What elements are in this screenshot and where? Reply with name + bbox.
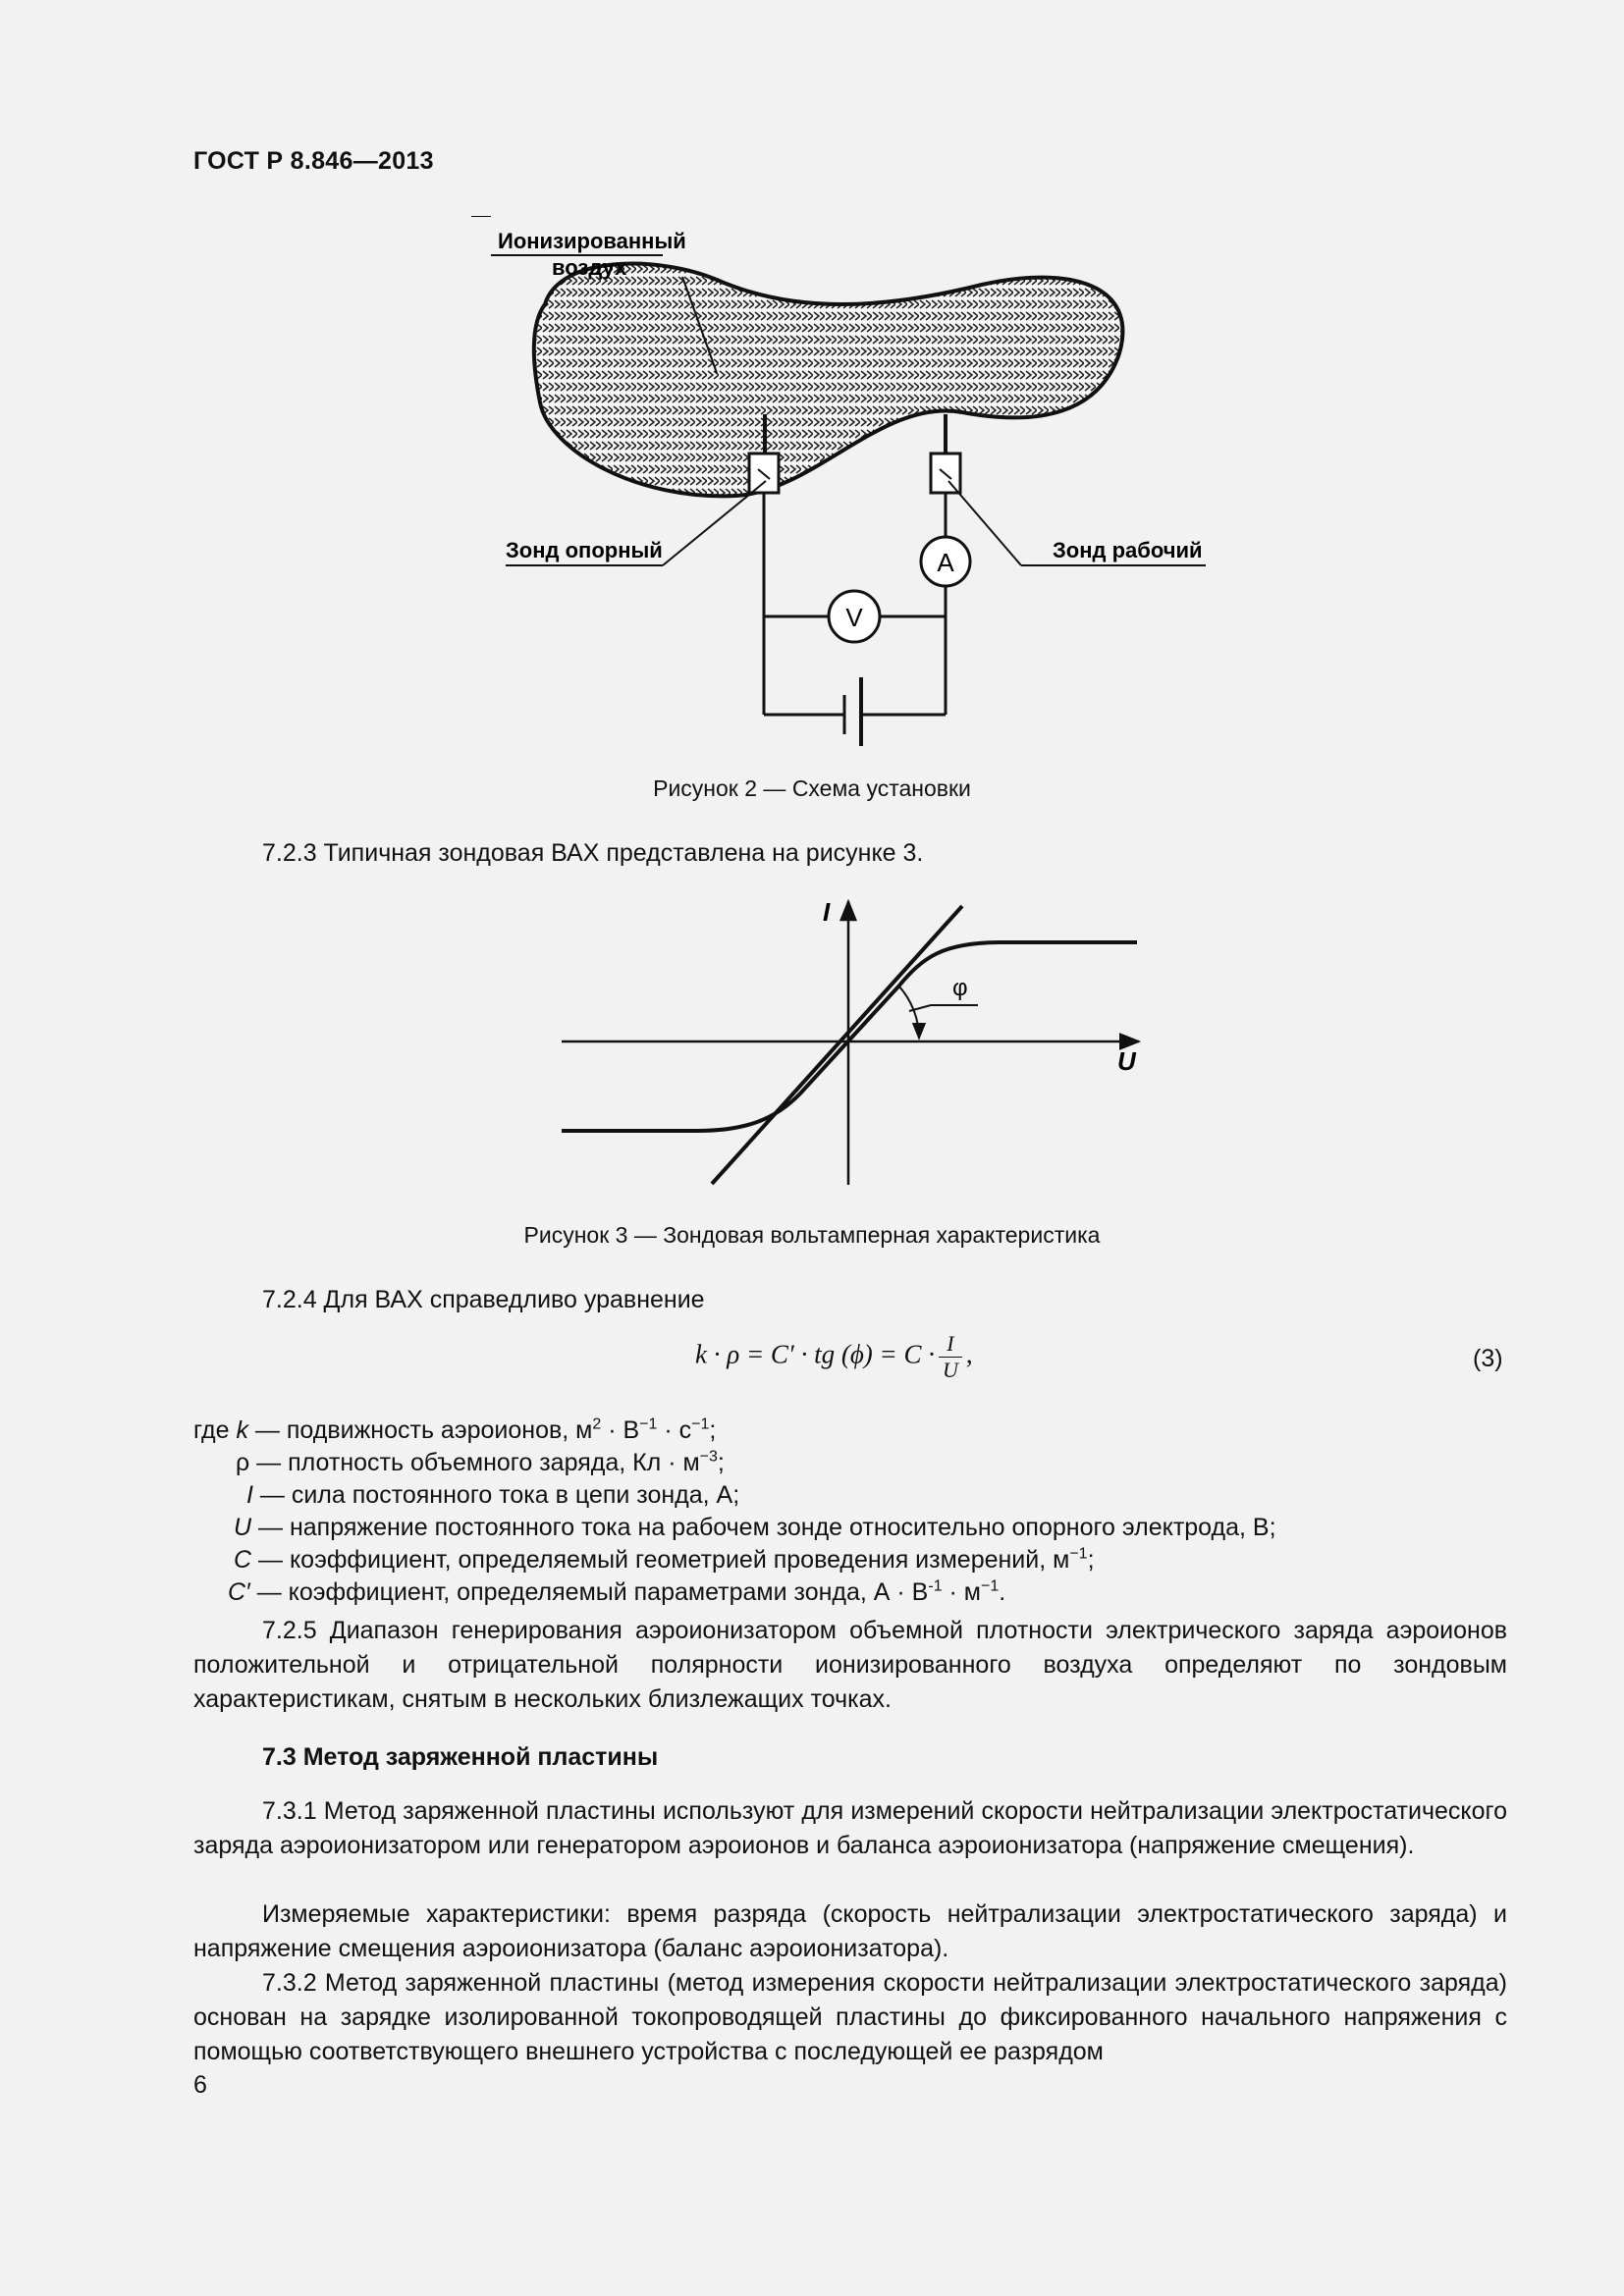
symbol-k: k <box>236 1416 248 1444</box>
definition-u-text: — напряжение постоянного тока на рабочем зонде относительно опорного электрода, В; <box>251 1514 1276 1541</box>
punct: ; <box>717 1449 725 1476</box>
definition-c-text: — коэффициент, определяемый геометрией проведения измерений, м <box>251 1546 1070 1574</box>
figure-3-caption: Рисунок 3 — Зондовая вольтамперная характеристика <box>523 1222 1101 1248</box>
power: −1 <box>981 1577 1000 1595</box>
power: −1 <box>1069 1545 1088 1563</box>
page-number: 6 <box>193 2071 207 2099</box>
definition-rho <box>236 1449 725 1477</box>
axis-i-label: I <box>823 897 831 927</box>
label-working-probe: Зонд рабочий <box>1053 538 1203 562</box>
symbol-i: I <box>246 1481 253 1509</box>
formula-left: k · ρ = C′ · tg (ϕ) = C · <box>695 1339 936 1369</box>
punct: ; <box>709 1416 717 1444</box>
unit-part: · В <box>601 1416 640 1444</box>
tangent-line <box>712 906 962 1184</box>
definition-k <box>193 1416 716 1445</box>
definition-c <box>234 1546 1095 1575</box>
definition-rho-text: — плотность объемного заряда, Кл · м <box>249 1449 700 1476</box>
power: −1 <box>691 1415 710 1433</box>
definition-i-text: — сила постоянного тока в цепи зонда, А; <box>252 1481 740 1509</box>
ammeter-label: A <box>937 548 954 577</box>
unit-part: · м <box>942 1578 981 1606</box>
formula-tail: , <box>965 1339 973 1369</box>
figure-2-caption: Рисунок 2 — Схема установки <box>653 775 971 801</box>
unit-part: · с <box>657 1416 692 1444</box>
power: -1 <box>928 1577 943 1595</box>
formula-numerator: I <box>939 1331 962 1358</box>
ionized-air-cloud <box>534 264 1123 497</box>
power: −3 <box>699 1448 718 1466</box>
label-reference-probe: Зонд опорный <box>506 538 663 562</box>
paragraph-7-3-1-b: Измеряемые характеристики: время разряда (скорость нейтрализации электростатического заряда) и напряжение смещения аэроионизатора (баланс аэроионизатора). <box>193 1900 1507 1962</box>
figure-3-iv-curve <box>550 883 1159 1198</box>
definition-c-prime <box>228 1578 1005 1607</box>
formula-denominator: U <box>943 1358 958 1382</box>
definition-u <box>234 1514 1276 1542</box>
symbol-rho: ρ <box>236 1449 250 1476</box>
formula-fraction <box>939 1331 962 1383</box>
paragraph-7-2-4: 7.2.4 Для ВАХ справедливо уравнение <box>262 1286 705 1313</box>
formula-number: (3) <box>1473 1345 1503 1372</box>
label-air-line2: воздух <box>552 255 627 280</box>
symbol-c-prime: C′ <box>228 1578 250 1606</box>
voltmeter-label: V <box>845 603 863 632</box>
punct: . <box>999 1578 1006 1606</box>
paragraph-7-2-5: 7.2.5 Диапазон генерирования аэроионизатором объемной плотности электрического заряда аэроионов положительной и отрицательной полярности ионизированного воздуха определяют по зондовым характеристикам, снятым в нескольких близлежащих точках. <box>193 1617 1507 1713</box>
power: 2 <box>592 1415 602 1433</box>
formula-3 <box>695 1331 973 1383</box>
label-air-line1: Ионизированный <box>498 229 686 253</box>
section-heading-7-3: 7.3 Метод заряженной пластины <box>262 1743 659 1771</box>
paragraph-7-3-2: 7.3.2 Метод заряженной пластины (метод измерения скорости нейтрализации электростатического заряда) основан на зарядке изолированной токопроводящей пластины до фиксированного начального напряжения с помощью соответствующего внешнего устройства с последующей ее разрядом <box>193 1969 1507 2065</box>
angle-label: φ <box>952 975 968 1001</box>
definition-c-prime-text: — коэффициент, определяемый параметрами зонда, А · В <box>249 1578 929 1606</box>
angle-arc <box>898 986 919 1039</box>
paragraph-7-2-3: 7.2.3 Типичная зондовая ВАХ представлена на рисунке 3. <box>262 839 924 867</box>
document-header: ГОСТ Р 8.846—2013 <box>193 147 434 175</box>
power: −1 <box>639 1415 658 1433</box>
symbol-u: U <box>234 1514 252 1541</box>
axis-u-label: U <box>1117 1046 1136 1076</box>
figure-2-schematic <box>471 216 1237 746</box>
symbol-c: C <box>234 1546 252 1574</box>
definition-k-text: — подвижность аэроионов, м <box>247 1416 593 1444</box>
definitions-intro: где <box>193 1416 230 1444</box>
paragraph-7-3-1: 7.3.1 Метод заряженной пластины используют для измерений скорости нейтрализации электростатического заряда аэроионизатором или генератором аэроионов и баланса аэроионизатора (напряжение смещения). <box>193 1797 1507 1859</box>
punct: ; <box>1087 1546 1095 1574</box>
definition-i <box>246 1481 739 1510</box>
